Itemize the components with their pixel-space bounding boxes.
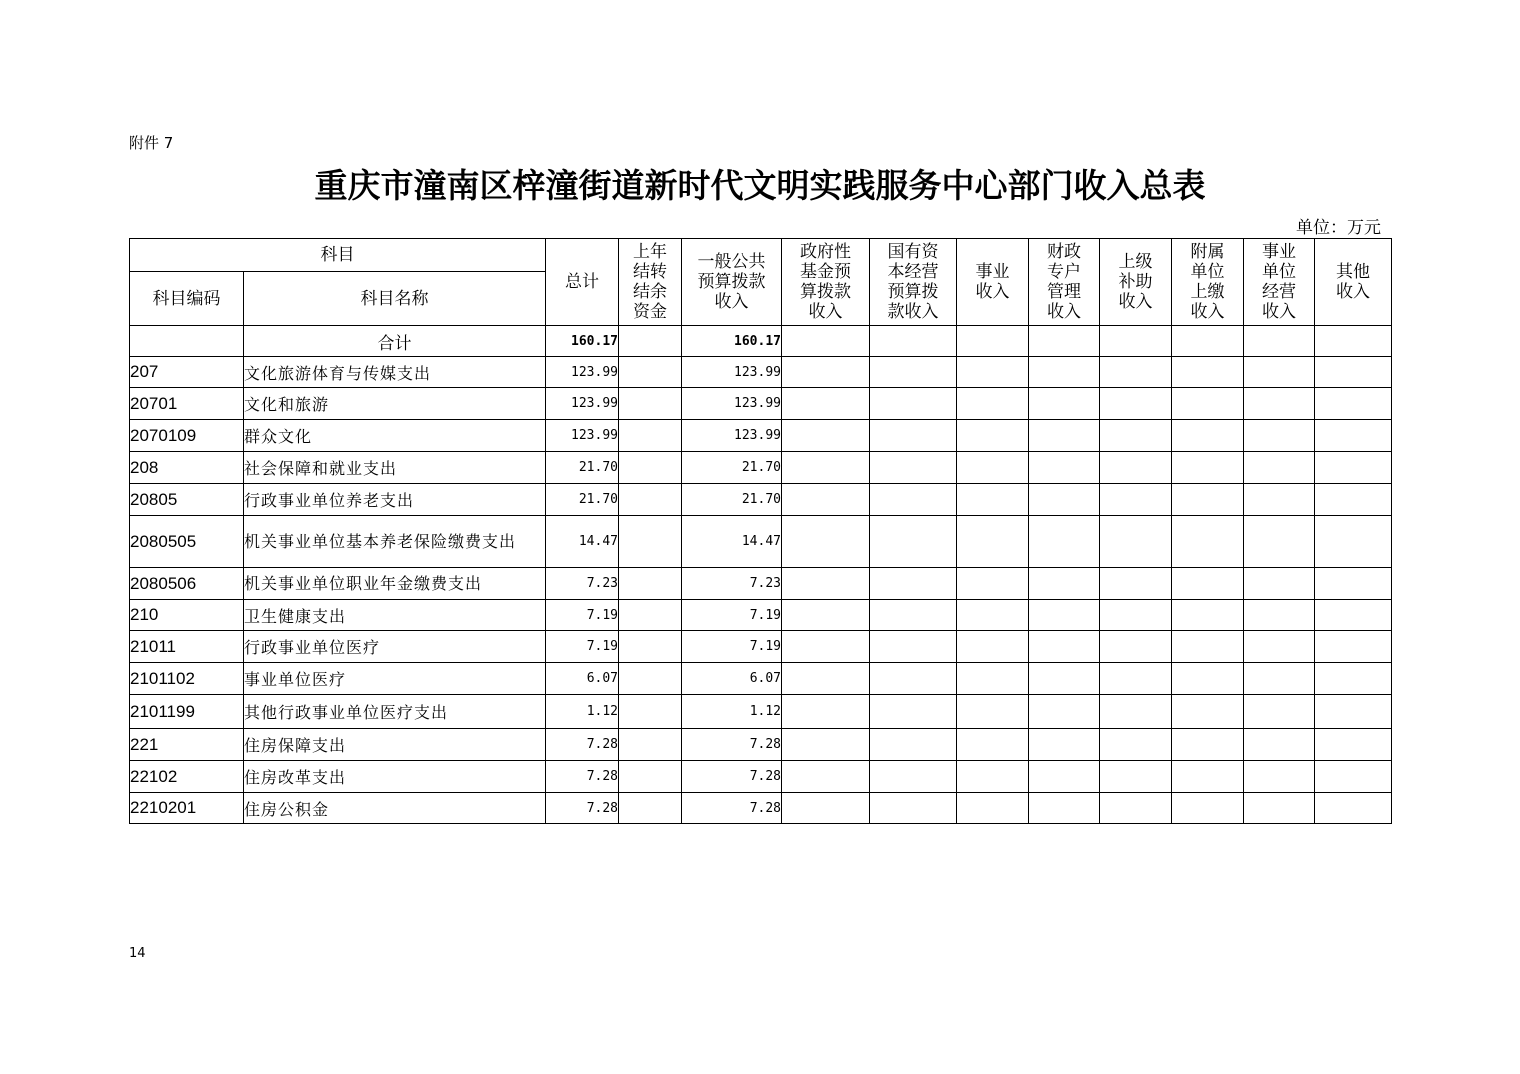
table-row bbox=[130, 631, 1392, 663]
empty-cell bbox=[1172, 631, 1244, 663]
empty-cell bbox=[957, 600, 1029, 631]
empty-cell bbox=[1244, 452, 1315, 484]
subject-name-cell: 文化旅游体育与传媒支出 bbox=[244, 357, 546, 388]
empty-cell bbox=[782, 568, 870, 600]
empty-cell bbox=[870, 452, 957, 484]
subject-code-cell: 208 bbox=[130, 452, 244, 484]
empty-cell bbox=[1315, 326, 1392, 357]
total-value: 160.17 bbox=[546, 326, 619, 357]
empty-cell bbox=[957, 695, 1029, 729]
total-cell: 7.23 bbox=[546, 568, 619, 600]
empty-cell bbox=[957, 326, 1029, 357]
header-other: 其他 收入 bbox=[1315, 239, 1392, 326]
empty-cell bbox=[1172, 663, 1244, 695]
empty-cell bbox=[1029, 516, 1100, 568]
empty-cell bbox=[1029, 695, 1100, 729]
general-budget-cell: 123.99 bbox=[682, 420, 782, 452]
subject-name-cell: 行政事业单位养老支出 bbox=[244, 484, 546, 516]
subject-code-cell: 207 bbox=[130, 357, 244, 388]
empty-cell bbox=[1029, 663, 1100, 695]
total-cell: 1.12 bbox=[546, 695, 619, 729]
empty-cell bbox=[619, 695, 682, 729]
general-budget-cell: 123.99 bbox=[682, 357, 782, 388]
table-row bbox=[130, 516, 1392, 568]
general-budget-cell: 6.07 bbox=[682, 663, 782, 695]
empty-cell bbox=[1100, 761, 1172, 793]
header-total: 总计 bbox=[546, 239, 619, 326]
general-budget-cell: 123.99 bbox=[682, 388, 782, 420]
empty-cell bbox=[1029, 420, 1100, 452]
empty-cell bbox=[870, 761, 957, 793]
empty-cell bbox=[957, 452, 1029, 484]
general-budget-cell: 7.19 bbox=[682, 631, 782, 663]
subject-code-cell: 2101199 bbox=[130, 695, 244, 729]
empty-cell bbox=[782, 388, 870, 420]
total-row bbox=[130, 326, 1392, 357]
empty-cell bbox=[1029, 484, 1100, 516]
empty-cell bbox=[1244, 357, 1315, 388]
empty-cell bbox=[782, 729, 870, 761]
total-general-budget: 160.17 bbox=[682, 326, 782, 357]
empty-cell bbox=[782, 357, 870, 388]
empty-cell bbox=[1172, 600, 1244, 631]
empty-cell bbox=[1315, 388, 1392, 420]
table-row bbox=[130, 420, 1392, 452]
empty-cell bbox=[1100, 793, 1172, 824]
subject-name-cell: 机关事业单位职业年金缴费支出 bbox=[244, 568, 546, 600]
empty-cell bbox=[1244, 729, 1315, 761]
empty-cell bbox=[870, 663, 957, 695]
header-subject: 科目 bbox=[130, 239, 546, 272]
empty-cell bbox=[782, 516, 870, 568]
total-code-cell bbox=[130, 326, 244, 357]
empty-cell bbox=[1172, 484, 1244, 516]
table-row bbox=[130, 600, 1392, 631]
empty-cell bbox=[1244, 695, 1315, 729]
subject-code-cell: 2080505 bbox=[130, 516, 244, 568]
empty-cell bbox=[1172, 326, 1244, 357]
empty-cell bbox=[1315, 663, 1392, 695]
header-gov-fund: 政府性 基金预 算拨款 收入 bbox=[782, 239, 870, 326]
empty-cell bbox=[1100, 326, 1172, 357]
header-operating: 事业 单位 经营 收入 bbox=[1244, 239, 1315, 326]
empty-cell bbox=[957, 568, 1029, 600]
empty-cell bbox=[1315, 600, 1392, 631]
empty-cell bbox=[782, 793, 870, 824]
empty-cell bbox=[870, 631, 957, 663]
empty-cell bbox=[870, 568, 957, 600]
empty-cell bbox=[782, 663, 870, 695]
empty-cell bbox=[1244, 793, 1315, 824]
subject-name-cell: 住房改革支出 bbox=[244, 761, 546, 793]
empty-cell bbox=[1244, 420, 1315, 452]
empty-cell bbox=[1029, 357, 1100, 388]
empty-cell bbox=[619, 420, 682, 452]
empty-cell bbox=[957, 761, 1029, 793]
empty-cell bbox=[1172, 357, 1244, 388]
empty-cell bbox=[1172, 516, 1244, 568]
empty-cell bbox=[1315, 729, 1392, 761]
empty-cell bbox=[1172, 452, 1244, 484]
empty-cell bbox=[957, 729, 1029, 761]
empty-cell bbox=[619, 388, 682, 420]
empty-cell bbox=[870, 326, 957, 357]
total-cell: 7.28 bbox=[546, 793, 619, 824]
empty-cell bbox=[1100, 663, 1172, 695]
general-budget-cell: 7.28 bbox=[682, 761, 782, 793]
empty-cell bbox=[619, 793, 682, 824]
empty-cell bbox=[957, 357, 1029, 388]
empty-cell bbox=[1244, 388, 1315, 420]
empty-cell bbox=[1315, 452, 1392, 484]
subject-name-cell: 群众文化 bbox=[244, 420, 546, 452]
empty-cell bbox=[619, 484, 682, 516]
empty-cell bbox=[1100, 600, 1172, 631]
empty-cell bbox=[870, 516, 957, 568]
empty-cell bbox=[870, 388, 957, 420]
empty-cell bbox=[957, 631, 1029, 663]
general-budget-cell: 21.70 bbox=[682, 452, 782, 484]
header-subject-name: 科目名称 bbox=[244, 272, 546, 326]
empty-cell bbox=[957, 484, 1029, 516]
subject-code-cell: 21011 bbox=[130, 631, 244, 663]
table-row bbox=[130, 388, 1392, 420]
empty-cell bbox=[1244, 326, 1315, 357]
empty-cell bbox=[1172, 568, 1244, 600]
empty-cell bbox=[1029, 631, 1100, 663]
subject-code-cell: 2080506 bbox=[130, 568, 244, 600]
subject-code-cell: 2101102 bbox=[130, 663, 244, 695]
general-budget-cell: 1.12 bbox=[682, 695, 782, 729]
empty-cell bbox=[1100, 516, 1172, 568]
empty-cell bbox=[619, 600, 682, 631]
empty-cell bbox=[870, 600, 957, 631]
subject-name-cell: 行政事业单位医疗 bbox=[244, 631, 546, 663]
general-budget-cell: 21.70 bbox=[682, 484, 782, 516]
subject-code-cell: 22102 bbox=[130, 761, 244, 793]
empty-cell bbox=[782, 420, 870, 452]
empty-cell bbox=[619, 326, 682, 357]
empty-cell bbox=[1029, 600, 1100, 631]
empty-cell bbox=[957, 516, 1029, 568]
attachment-label: 附件 7 bbox=[129, 134, 174, 152]
empty-cell bbox=[1315, 793, 1392, 824]
total-cell: 7.28 bbox=[546, 761, 619, 793]
subject-code-cell: 2070109 bbox=[130, 420, 244, 452]
subject-name-cell: 卫生健康支出 bbox=[244, 600, 546, 631]
table-row bbox=[130, 729, 1392, 761]
empty-cell bbox=[870, 420, 957, 452]
empty-cell bbox=[1315, 761, 1392, 793]
empty-cell bbox=[1315, 484, 1392, 516]
empty-cell bbox=[1172, 729, 1244, 761]
empty-cell bbox=[1100, 568, 1172, 600]
subject-code-cell: 210 bbox=[130, 600, 244, 631]
subject-code-cell: 20805 bbox=[130, 484, 244, 516]
empty-cell bbox=[1029, 793, 1100, 824]
header-subject-code: 科目编码 bbox=[130, 272, 244, 326]
empty-cell bbox=[1172, 695, 1244, 729]
page-number: 14 bbox=[129, 946, 146, 961]
empty-cell bbox=[782, 484, 870, 516]
empty-cell bbox=[1029, 326, 1100, 357]
subject-name-cell: 机关事业单位基本养老保险缴费支出 bbox=[244, 516, 546, 568]
empty-cell bbox=[1100, 357, 1172, 388]
empty-cell bbox=[782, 600, 870, 631]
general-budget-cell: 14.47 bbox=[682, 516, 782, 568]
income-summary-table bbox=[129, 238, 1392, 824]
empty-cell bbox=[1029, 452, 1100, 484]
empty-cell bbox=[1315, 695, 1392, 729]
empty-cell bbox=[870, 695, 957, 729]
empty-cell bbox=[1100, 631, 1172, 663]
empty-cell bbox=[619, 357, 682, 388]
header-state-capital: 国有资 本经营 预算拨 款收入 bbox=[870, 239, 957, 326]
empty-cell bbox=[1172, 793, 1244, 824]
table-row bbox=[130, 568, 1392, 600]
total-cell: 7.28 bbox=[546, 729, 619, 761]
header-fiscal-special: 财政 专户 管理 收入 bbox=[1029, 239, 1100, 326]
empty-cell bbox=[870, 357, 957, 388]
empty-cell bbox=[1315, 568, 1392, 600]
empty-cell bbox=[619, 516, 682, 568]
empty-cell bbox=[619, 452, 682, 484]
empty-cell bbox=[1100, 484, 1172, 516]
empty-cell bbox=[870, 484, 957, 516]
empty-cell bbox=[1244, 663, 1315, 695]
total-cell: 123.99 bbox=[546, 357, 619, 388]
total-cell: 123.99 bbox=[546, 388, 619, 420]
empty-cell bbox=[1100, 388, 1172, 420]
empty-cell bbox=[957, 663, 1029, 695]
subject-code-cell: 221 bbox=[130, 729, 244, 761]
total-cell: 7.19 bbox=[546, 600, 619, 631]
empty-cell bbox=[1315, 631, 1392, 663]
table-row bbox=[130, 452, 1392, 484]
general-budget-cell: 7.28 bbox=[682, 729, 782, 761]
empty-cell bbox=[1029, 388, 1100, 420]
empty-cell bbox=[1100, 729, 1172, 761]
empty-cell bbox=[1244, 516, 1315, 568]
unit-label: 单位：万元 bbox=[1296, 218, 1381, 238]
empty-cell bbox=[1244, 600, 1315, 631]
empty-cell bbox=[1172, 388, 1244, 420]
table-row bbox=[130, 761, 1392, 793]
header-affiliated: 附属 单位 上缴 收入 bbox=[1172, 239, 1244, 326]
subject-name-cell: 住房公积金 bbox=[244, 793, 546, 824]
empty-cell bbox=[619, 729, 682, 761]
header-business: 事业 收入 bbox=[957, 239, 1029, 326]
empty-cell bbox=[870, 729, 957, 761]
header-superior-subsidy: 上级 补助 收入 bbox=[1100, 239, 1172, 326]
table-row bbox=[130, 357, 1392, 388]
subject-name-cell: 社会保障和就业支出 bbox=[244, 452, 546, 484]
table-row bbox=[130, 484, 1392, 516]
empty-cell bbox=[1244, 484, 1315, 516]
general-budget-cell: 7.28 bbox=[682, 793, 782, 824]
empty-cell bbox=[1244, 568, 1315, 600]
empty-cell bbox=[1244, 761, 1315, 793]
empty-cell bbox=[1100, 420, 1172, 452]
empty-cell bbox=[619, 761, 682, 793]
header-general-budget: 一般公共 预算拨款 收入 bbox=[682, 239, 782, 326]
header-carryover: 上年 结转 结余 资金 bbox=[619, 239, 682, 326]
empty-cell bbox=[957, 793, 1029, 824]
empty-cell bbox=[782, 695, 870, 729]
empty-cell bbox=[782, 631, 870, 663]
table-row bbox=[130, 663, 1392, 695]
subject-code-cell: 20701 bbox=[130, 388, 244, 420]
subject-name-cell: 住房保障支出 bbox=[244, 729, 546, 761]
empty-cell bbox=[1100, 452, 1172, 484]
empty-cell bbox=[1315, 516, 1392, 568]
table-row bbox=[130, 793, 1392, 824]
total-cell: 14.47 bbox=[546, 516, 619, 568]
empty-cell bbox=[619, 631, 682, 663]
total-cell: 123.99 bbox=[546, 420, 619, 452]
empty-cell bbox=[1029, 761, 1100, 793]
subject-code-cell: 2210201 bbox=[130, 793, 244, 824]
total-cell: 6.07 bbox=[546, 663, 619, 695]
empty-cell bbox=[957, 420, 1029, 452]
general-budget-cell: 7.19 bbox=[682, 600, 782, 631]
empty-cell bbox=[1029, 568, 1100, 600]
page-title: 重庆市潼南区梓潼街道新时代文明实践服务中心部门收入总表 bbox=[314, 166, 1206, 205]
table-row bbox=[130, 695, 1392, 729]
total-label: 合计 bbox=[244, 326, 546, 357]
empty-cell bbox=[1100, 695, 1172, 729]
empty-cell bbox=[1029, 729, 1100, 761]
empty-cell bbox=[782, 452, 870, 484]
subject-name-cell: 其他行政事业单位医疗支出 bbox=[244, 695, 546, 729]
total-cell: 21.70 bbox=[546, 484, 619, 516]
total-cell: 21.70 bbox=[546, 452, 619, 484]
empty-cell bbox=[1172, 420, 1244, 452]
empty-cell bbox=[782, 761, 870, 793]
empty-cell bbox=[619, 568, 682, 600]
subject-name-cell: 事业单位医疗 bbox=[244, 663, 546, 695]
empty-cell bbox=[870, 793, 957, 824]
subject-name-cell: 文化和旅游 bbox=[244, 388, 546, 420]
total-cell: 7.19 bbox=[546, 631, 619, 663]
empty-cell bbox=[1244, 631, 1315, 663]
empty-cell bbox=[1315, 357, 1392, 388]
empty-cell bbox=[1172, 761, 1244, 793]
general-budget-cell: 7.23 bbox=[682, 568, 782, 600]
empty-cell bbox=[619, 663, 682, 695]
empty-cell bbox=[957, 388, 1029, 420]
empty-cell bbox=[782, 326, 870, 357]
empty-cell bbox=[1315, 420, 1392, 452]
